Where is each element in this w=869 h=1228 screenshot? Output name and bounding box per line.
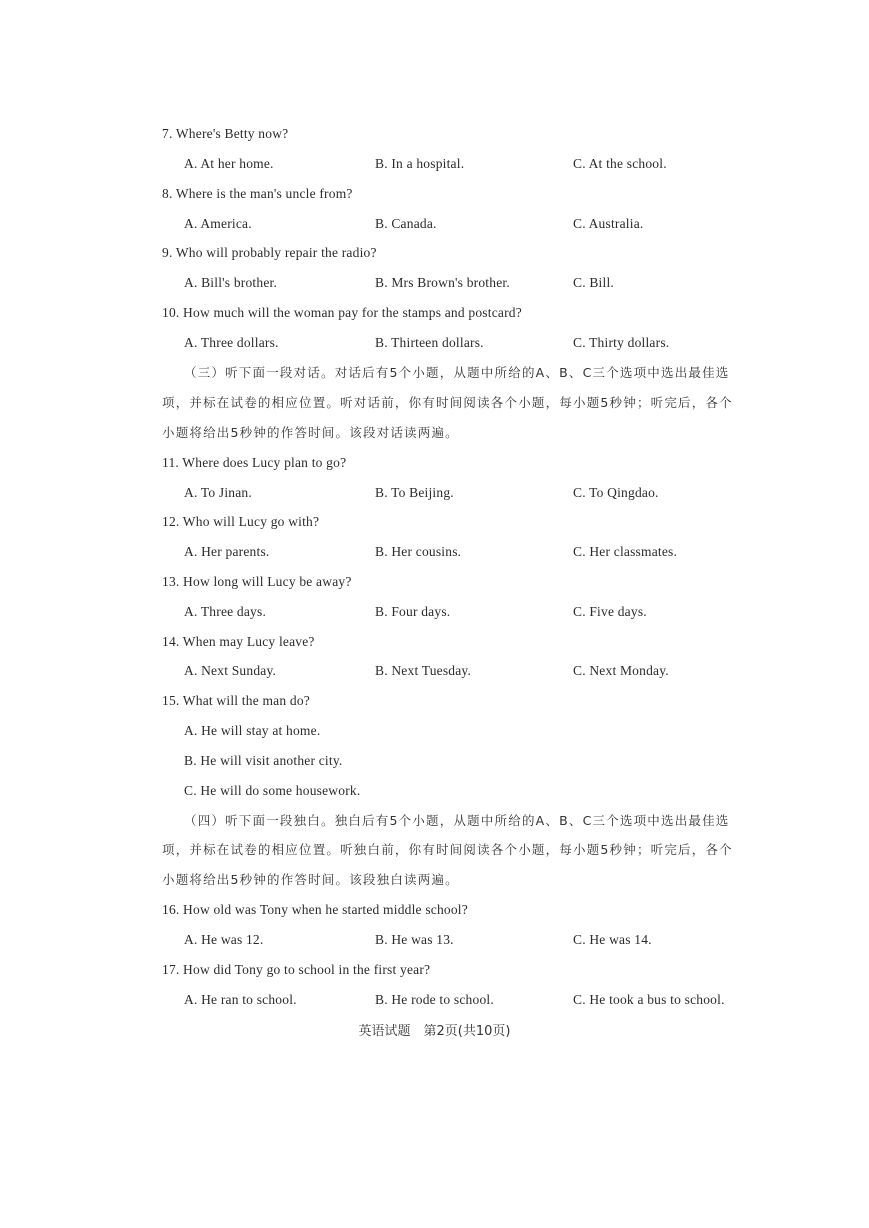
question-17-option-a: A. He ran to school.	[184, 992, 297, 1007]
question-16-stem: 16. How old was Tony when he started middle school?	[162, 902, 468, 917]
question-11-option-b: B. To Beijing.	[375, 485, 454, 500]
section-3-instructions-line-1: （三）听下面一段对话。对话后有5个小题，从题中所给的A、B、C三个选项中选出最佳选	[184, 365, 730, 380]
question-8-option-b: B. Canada.	[375, 216, 437, 231]
question-17-option-b: B. He rode to school.	[375, 992, 494, 1007]
question-15-option-b: B. He will visit another city.	[184, 753, 343, 768]
question-15-stem: 15. What will the man do?	[162, 693, 310, 708]
question-11-stem: 11. Where does Lucy plan to go?	[162, 455, 347, 470]
question-16-option-b: B. He was 13.	[375, 932, 454, 947]
question-12-stem: 12. Who will Lucy go with?	[162, 514, 320, 529]
question-13-option-c: C. Five days.	[573, 604, 647, 619]
section-3-instructions-line-3: 小题将给出5秒钟的作答时间。该段对话读两遍。	[162, 425, 459, 440]
section-3-instructions-line-2: 项，并标在试卷的相应位置。听对话前，你有时间阅读各个小题，每小题5秒钟；听完后，各个	[162, 395, 733, 410]
question-8-option-c: C. Australia.	[573, 216, 644, 231]
question-7-option-c: C. At the school.	[573, 156, 667, 171]
question-13-stem: 13. How long will Lucy be away?	[162, 574, 352, 589]
section-4-instructions-line-3: 小题将给出5秒钟的作答时间。该段独白读两遍。	[162, 872, 459, 887]
question-17-option-c: C. He took a bus to school.	[573, 992, 725, 1007]
question-9-option-c: C. Bill.	[573, 275, 614, 290]
question-14-option-a: A. Next Sunday.	[184, 663, 277, 678]
question-13-option-b: B. Four days.	[375, 604, 451, 619]
question-9-option-a: A. Bill's brother.	[184, 275, 278, 290]
question-7-option-a: A. At her home.	[184, 156, 274, 171]
question-14-option-c: C. Next Monday.	[573, 663, 669, 678]
question-12-option-b: B. Her cousins.	[375, 544, 462, 559]
question-14-stem: 14. When may Lucy leave?	[162, 634, 315, 649]
question-11-option-c: C. To Qingdao.	[573, 485, 659, 500]
question-9-stem: 9. Who will probably repair the radio?	[162, 245, 377, 260]
question-17-stem: 17. How did Tony go to school in the first year?	[162, 962, 431, 977]
question-14-option-b: B. Next Tuesday.	[375, 663, 472, 678]
question-7-option-b: B. In a hospital.	[375, 156, 465, 171]
question-16-option-c: C. He was 14.	[573, 932, 652, 947]
question-12-option-c: C. Her classmates.	[573, 544, 678, 559]
question-12-option-a: A. Her parents.	[184, 544, 270, 559]
question-7-stem: 7. Where's Betty now?	[162, 126, 289, 141]
question-8-option-a: A. America.	[184, 216, 252, 231]
question-13-option-a: A. Three days.	[184, 604, 267, 619]
question-8-stem: 8. Where is the man's uncle from?	[162, 186, 353, 201]
question-10-option-a: A. Three dollars.	[184, 335, 279, 350]
question-15-option-a: A. He will stay at home.	[184, 723, 321, 738]
question-9-option-b: B. Mrs Brown's brother.	[375, 275, 510, 290]
question-16-option-a: A. He was 12.	[184, 932, 264, 947]
section-4-instructions-line-1: （四）听下面一段独白。独白后有5个小题，从题中所给的A、B、C三个选项中选出最佳选	[184, 813, 730, 828]
question-10-option-b: B. Thirteen dollars.	[375, 335, 484, 350]
question-10-stem: 10. How much will the woman pay for the stamps and postcard?	[162, 305, 522, 320]
section-4-instructions-line-2: 项，并标在试卷的相应位置。听独白前，你有时间阅读各个小题，每小题5秒钟；听完后，各个	[162, 842, 733, 857]
question-11-option-a: A. To Jinan.	[184, 485, 252, 500]
question-10-option-c: C. Thirty dollars.	[573, 335, 670, 350]
page-footer: 英语试题 第2页(共10页)	[358, 1024, 511, 1039]
question-15-option-c: C. He will do some housework.	[184, 783, 361, 798]
